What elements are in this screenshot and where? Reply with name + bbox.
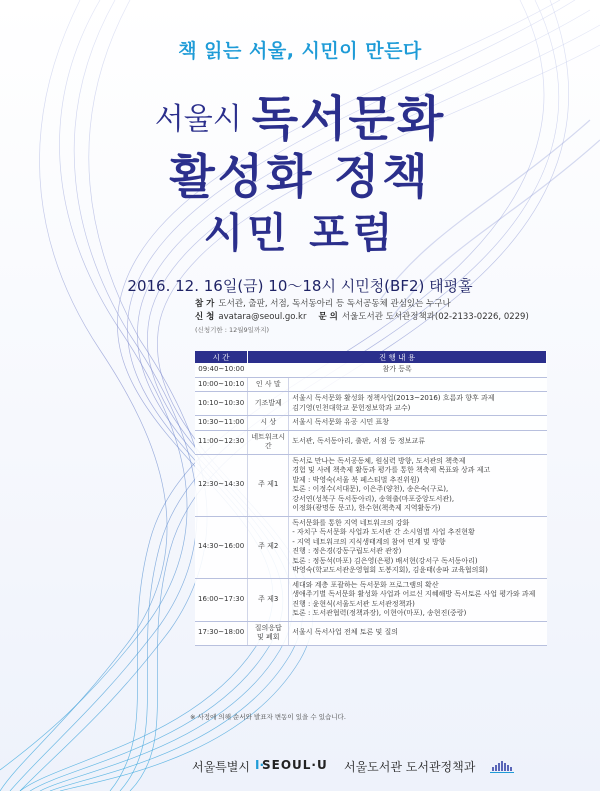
schedule-time: 10:00~10:10 <box>195 377 248 392</box>
schedule-content <box>289 516 547 578</box>
schedule-line: 발제 : 박영숙(서울 북 페스티벌 추진위원) <box>292 475 420 484</box>
schedule-time: 10:10~10:30 <box>195 392 248 416</box>
schedule-content <box>289 578 547 621</box>
schedule-content <box>248 363 547 377</box>
apply-email[interactable]: avatara@seoul.go.kr <box>218 312 307 322</box>
schedule-content <box>289 392 547 416</box>
schedule-line: - 지역 네트워크의 지식생태계의 참여 연계 및 방향 <box>292 537 446 546</box>
schedule-row <box>195 416 547 431</box>
schedule-content <box>289 454 547 516</box>
title-prefix: 서울시 <box>154 102 242 137</box>
schedule-line: 토론 : 이정수(서대문), 이은주(양천), 송은숙(구로), <box>292 485 449 493</box>
schedule-line: 강서연(성북구 독서동아리), 송혁출(마포중앙도서관), <box>292 494 455 503</box>
schedule-time: 10:30~11:00 <box>195 416 248 431</box>
title-line-1 <box>0 80 600 149</box>
schedule-line: 박영숙(학교도서관운영협회 도봉지회), 김윤태(송파 교육협의회) <box>292 566 488 574</box>
schedule-row <box>195 621 547 645</box>
schedule-line: 토론 : 도서관협력(정책과장), 이현아(마포), 송현진(중랑) <box>292 609 467 617</box>
schedule-category: 네트워크시간 <box>248 430 289 454</box>
schedule-row <box>195 430 547 454</box>
deadline-note: (신청기한 : 12월9일까지) <box>195 326 270 334</box>
footer-separator: I· <box>255 758 265 772</box>
schedule-category: 주 제2 <box>248 516 289 578</box>
schedule-line: 경험 및 사례 책축제 활동과 평가를 통한 책축제 목표와 상과 제고 <box>292 466 491 474</box>
schedule-line: 독서문화를 통한 지역 네트워크의 강화 <box>292 518 410 527</box>
schedule-line: 생애주기별 독서문화 활성화 사업과 어르신 지혜해방 독서토론 사업 평가와 과제 <box>292 590 536 598</box>
contact-label: 문 의 <box>318 312 338 322</box>
schedule-category: 주 제3 <box>248 578 289 621</box>
footer-seoul-brand: SEOUL·U <box>262 758 328 772</box>
schedule-category: 시 상 <box>248 416 289 431</box>
schedule-line: 독서로 만나는 독서공동체, 원심력 방향, 도서관의 책축제 <box>292 456 466 465</box>
library-logo-icon <box>478 755 538 777</box>
schedule-content <box>289 621 547 645</box>
participants-value: 도서관, 출판, 서점, 독서동아리 등 독서공동체 관심있는 누구나 <box>218 299 451 309</box>
schedule-table <box>195 351 547 646</box>
schedule-line: 서울시 독서문화 유공 시민 표창 <box>292 418 390 426</box>
schedule-line: 김기영(인천대학교 문헌정보학과 교수) <box>292 403 411 412</box>
event-info <box>195 298 575 337</box>
schedule-line: 진행 : 정은경(강동구립도서관 관장) <box>292 547 402 555</box>
schedule-time: 16:00~17:30 <box>195 578 248 621</box>
col-content-header: 진 행 내 용 <box>248 351 547 363</box>
tagline: 책 읽는 서울, 시민이 만든다 <box>178 40 422 62</box>
schedule-row <box>195 377 547 392</box>
footer-city: 서울특별시 <box>192 760 250 774</box>
title-line-2: 활성화 정책 <box>169 150 431 205</box>
schedule-line <box>292 380 543 390</box>
schedule-note: ※ 사정에 의해 순서와 발표자 변동이 있을 수 있습니다. <box>190 713 346 721</box>
schedule-category: 주 제1 <box>248 454 289 516</box>
schedule-time: 14:30~16:00 <box>195 516 248 578</box>
schedule-line: 참가 등록 <box>382 365 412 373</box>
schedule-line: 서울시 독서사업 전체 토론 및 질의 <box>292 628 399 637</box>
schedule-content <box>289 377 547 392</box>
schedule-line: 토론 : 정동석(마포) 김은영(은평) 배서현(강서구 독서동아리) <box>292 556 478 565</box>
apply-row <box>195 311 575 324</box>
title-main: 독서문화 <box>251 91 446 147</box>
schedule-row <box>195 363 547 377</box>
participants-label: 참 가 <box>195 299 215 309</box>
col-time-header: 시 간 <box>195 351 248 363</box>
schedule-time: 12:30~14:30 <box>195 454 248 516</box>
schedule-category: 기조발제 <box>248 392 289 416</box>
schedule-line: 진행 : 윤현식(서울도서관 도서관정책과) <box>292 599 415 608</box>
schedule-row <box>195 454 547 516</box>
participants-row <box>195 298 575 311</box>
schedule-row <box>195 392 547 416</box>
footer <box>0 752 600 791</box>
contact-value: 서울도서관 도서관정책과(02-2133-0226, 0229) <box>341 312 529 322</box>
schedule-row <box>195 516 547 578</box>
schedule-time: 17:30~18:00 <box>195 621 248 645</box>
schedule-line: 이정화(광명동 문고), 한수현(책축제 지역활동가) <box>292 504 441 512</box>
schedule-row <box>195 578 547 621</box>
schedule-line: 서울시 독서문화 활성화 정책사업(2013~2016) 흐름과 향후 과제 <box>292 394 495 402</box>
event-datetime: 2016. 12. 16일(금) 10～18시 시민청(BF2) 태평홀 <box>127 277 473 295</box>
schedule-time: 09:40~10:00 <box>195 363 248 377</box>
schedule-body <box>195 363 547 645</box>
schedule-category: 질의응답 및 폐회 <box>248 621 289 645</box>
schedule-time: 11:00~12:30 <box>195 430 248 454</box>
title-line-3: 시민 포럼 <box>203 209 397 257</box>
footer-library: 서울도서관 도서관정책과 <box>344 760 476 774</box>
schedule-line: 세대와 계층 포괄하는 독서문화 프로그램의 확산 <box>292 580 439 589</box>
schedule-content <box>289 430 547 454</box>
schedule-content <box>289 416 547 431</box>
schedule-header <box>195 351 547 363</box>
schedule-line: - 자치구 독서문화 사업과 도서관 간 소시엄별 사업 추진현황 <box>292 528 475 536</box>
apply-label: 신 청 <box>195 312 215 322</box>
schedule-line: 도서관, 독서동아리, 출판, 서점 등 정보교류 <box>292 437 425 446</box>
schedule-category: 인 사 말 <box>248 377 289 392</box>
